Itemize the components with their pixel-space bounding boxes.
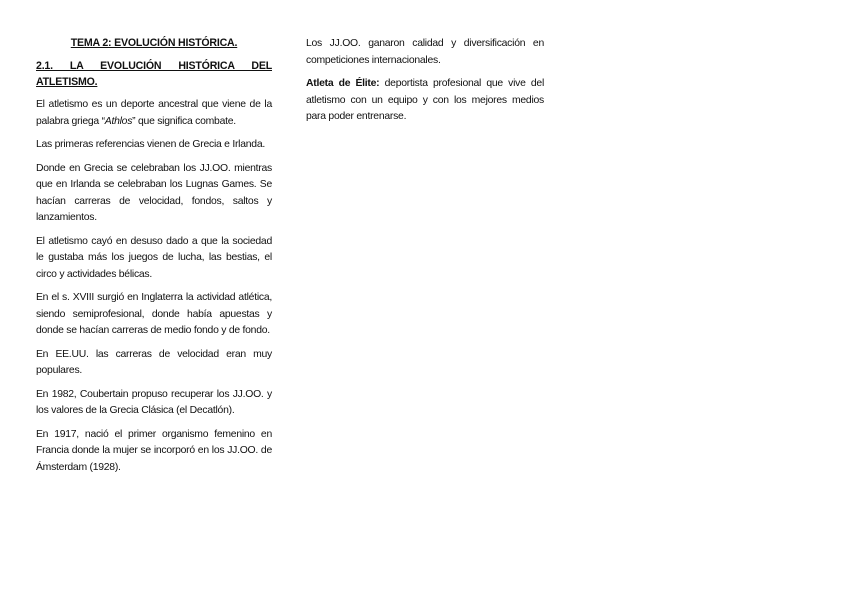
elite-athlete-definition: deportista profesional que vive del atletismo con un equipo y con los mejores medios para poder entrenarse. — [306, 78, 545, 122]
paragraph-coubertain: En 1982, Coubertain propuso recuperar los JJ.OO. y los valores de la Grecia Clásica (el Decatlón). — [36, 388, 272, 416]
paragraph-elite-athlete — [306, 76, 544, 126]
paragraph-first-references: Las primeras referencias vienen de Grecia e Irlanda. — [36, 139, 265, 150]
elite-athlete-term: Atleta de Élite: — [306, 78, 380, 89]
athlos-word: Athlos — [104, 115, 133, 127]
document-title: TEMA 2: EVOLUCIÓN HISTÓRICA. — [70, 37, 238, 49]
paragraph-england-18th-century: En el s. XVIII surgió en Inglaterra la actividad atlética, siendo semiprofesional, donde había apuestas y donde se hacían carreras de medio fondo y de fondo. — [36, 292, 272, 336]
paragraph-athlos-text-end: ” que significa combate. — [132, 115, 236, 127]
paragraph-athlos-text-start: El atletismo es un deporte ancestral que viene de la palabra griega “ — [36, 99, 272, 127]
left-column — [36, 36, 272, 483]
paragraph-women-organization: En 1917, nació el primer organismo femenino en Francia donde la mujer se incorporó en los JJ.OO. de Ámsterdam (1928). — [36, 428, 272, 473]
paragraph-usa-sprints: En EE.UU. las carreras de velocidad eran muy populares. — [36, 348, 272, 376]
section-heading: 2.1. LA EVOLUCIÓN HISTÓRICA DEL ATLETISMO. — [36, 60, 272, 88]
paragraph-decline: El atletismo cayó en desuso dado a que la sociedad le gustaba más los juegos de lucha, las bestias, el circo y actividades bélicas. — [36, 235, 272, 280]
paragraph-greece-ireland-games: Donde en Grecia se celebraban los JJ.OO. mientras que en Irlanda se celebraban los Lugnas Games. Se hacían carreras de velocidad, fondos, saltos y lanzamientos. — [36, 162, 272, 223]
paragraph-international-competitions: Los JJ.OO. ganaron calidad y diversificación en competiciones internacionales. — [306, 38, 544, 66]
right-column — [306, 36, 544, 133]
paragraph-athlos-origin — [36, 97, 272, 130]
